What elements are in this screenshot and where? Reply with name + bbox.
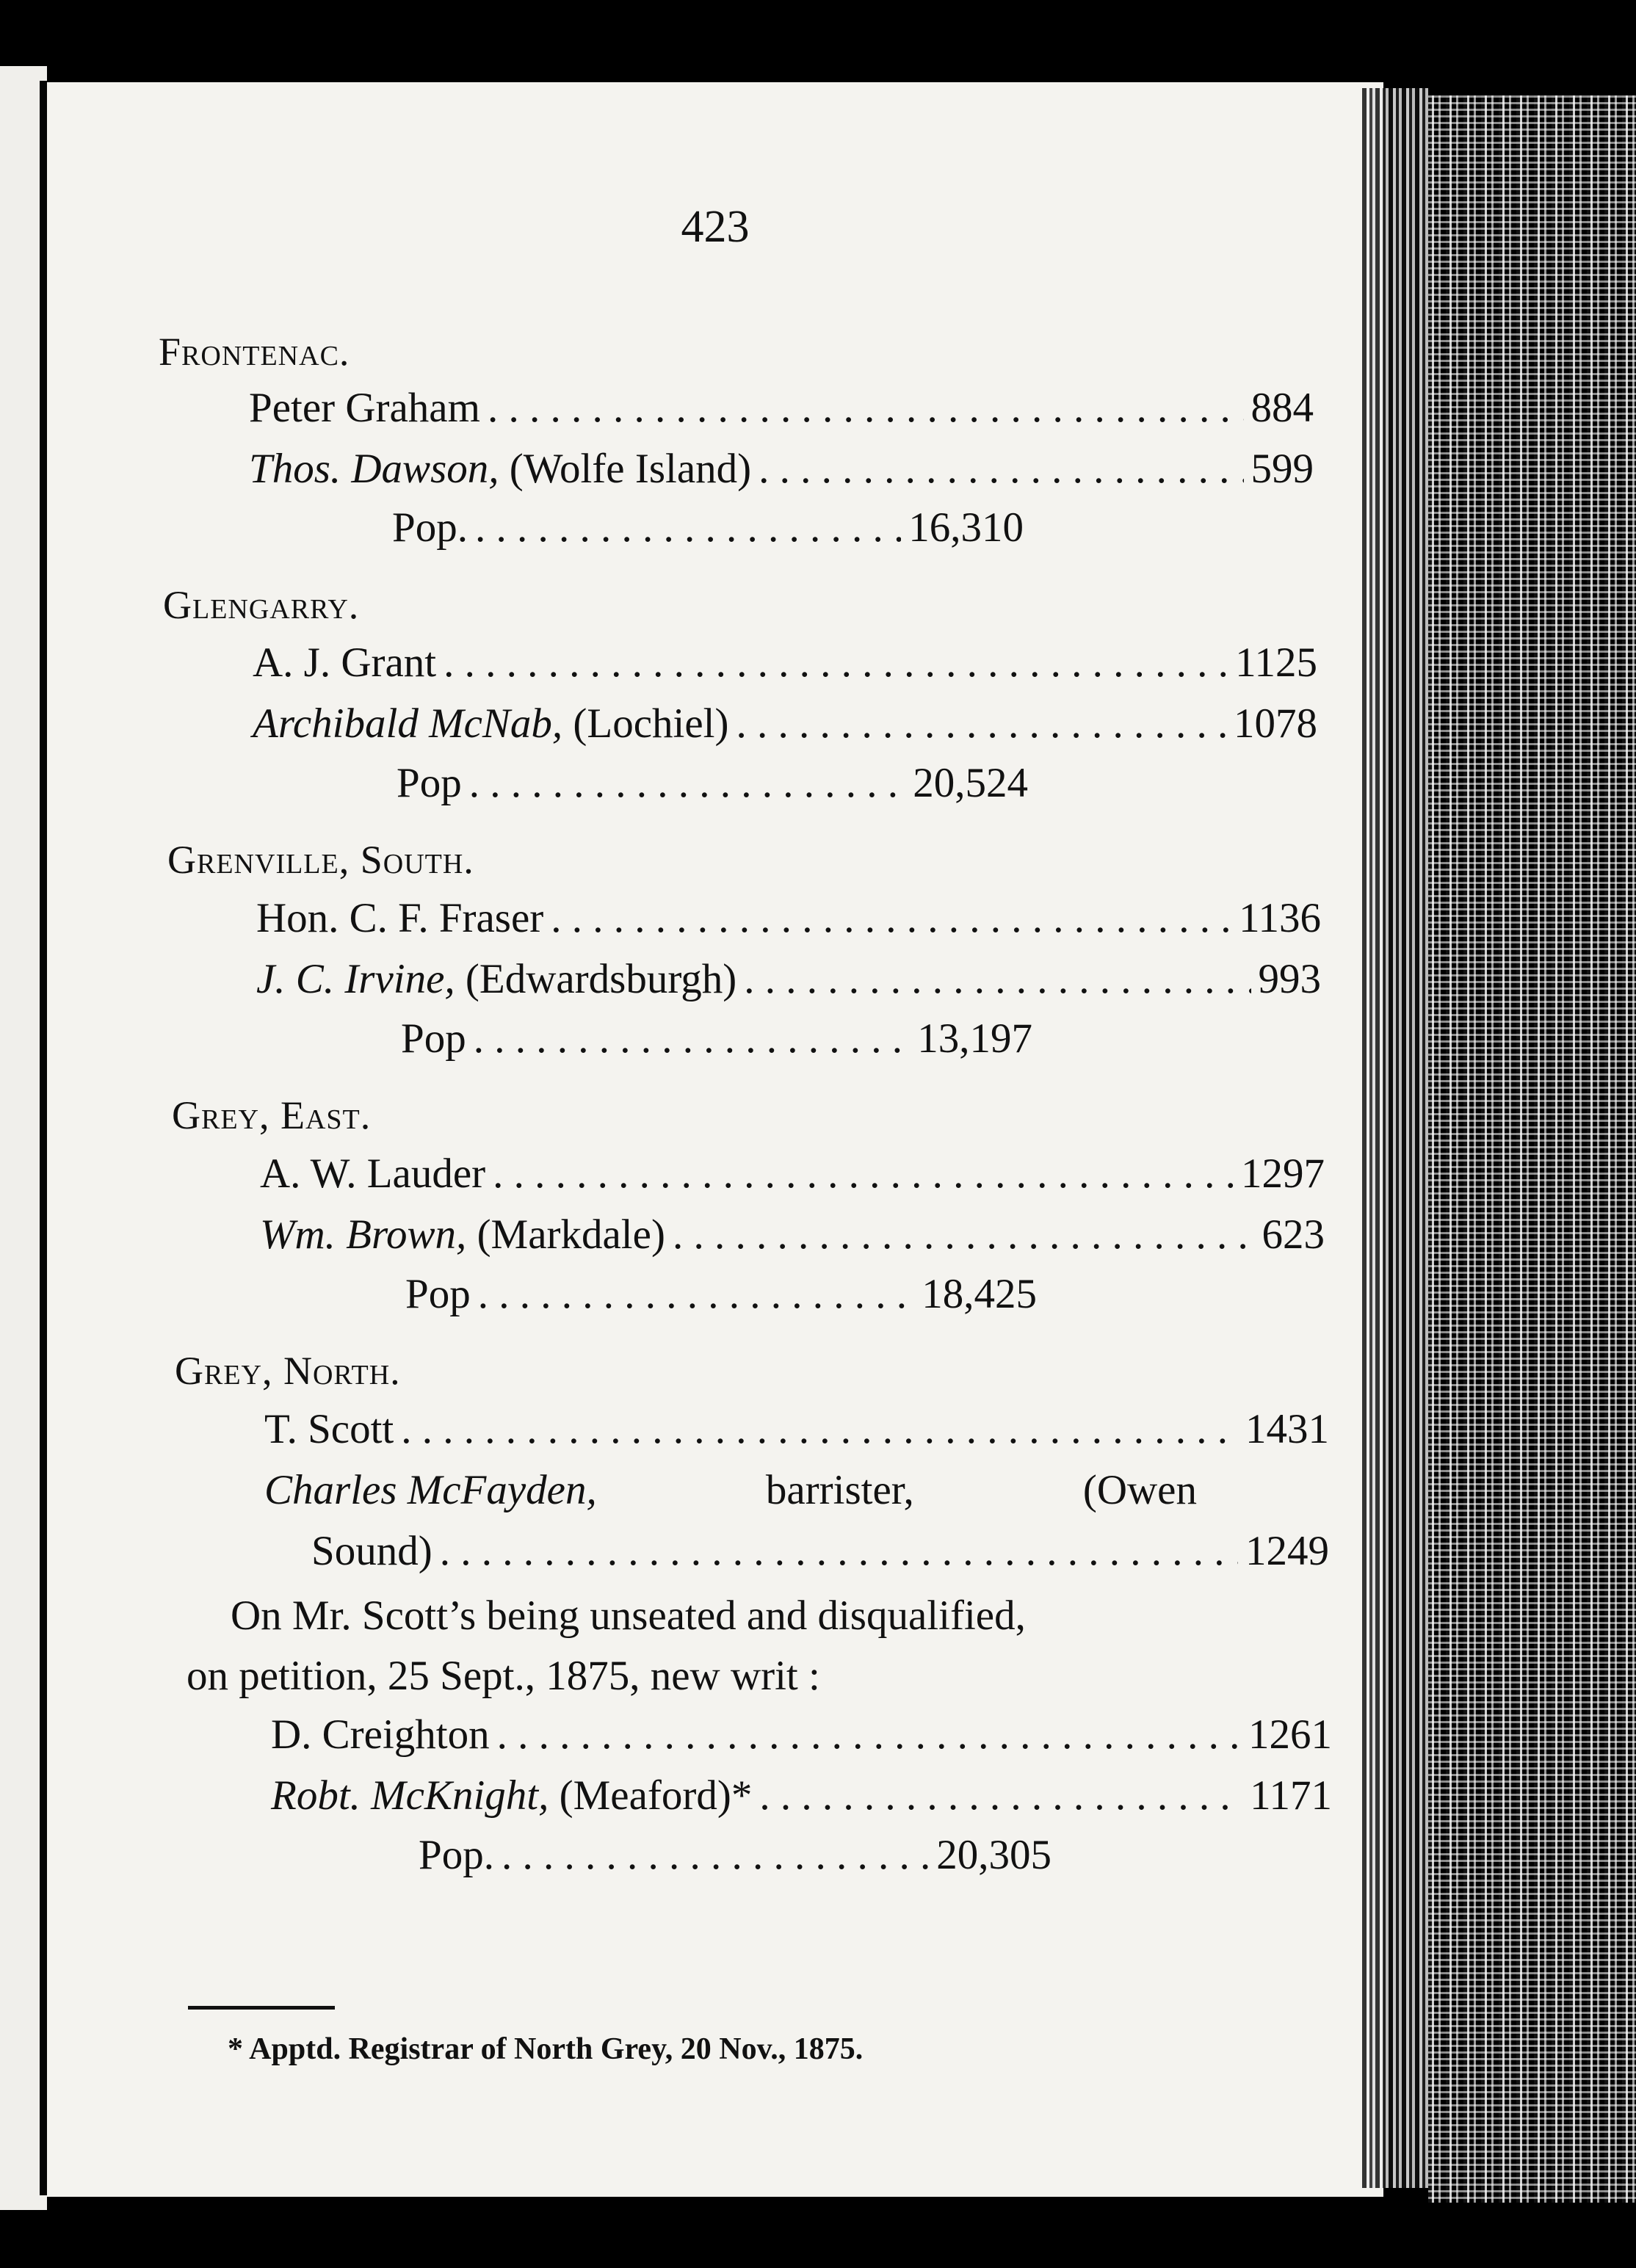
note-line-2: on petition, 25 Sept., 1875, new writ : <box>187 1653 820 1699</box>
pop-new-writ: Pop. . . . 20,305 <box>419 1834 1052 1876</box>
page-number: 423 <box>681 202 750 252</box>
book-edge <box>1428 95 1636 2203</box>
heading-frontenac: Frontenac. <box>159 330 350 374</box>
entry-wm-brown: Wm. Brown, (Markdale) . . . 623 <box>260 1214 1325 1256</box>
pop-frontenac: Pop. . . . 16,310 <box>392 507 1024 548</box>
entry-a-w-lauder: A. W. Lauder . . . 1297 <box>260 1153 1325 1195</box>
heading-glengarry: Glengarry. <box>163 583 360 627</box>
note-line-1: On Mr. Scott’s being unseated and disqualified, <box>231 1593 1026 1639</box>
page-edge-shadow <box>1362 88 1428 2188</box>
pop-grey-east: Pop . . . 18,425 <box>405 1273 1037 1315</box>
footnote: * Apptd. Registrar of North Grey, 20 Nov., 1875. <box>228 2032 864 2066</box>
book-page <box>47 82 1383 2197</box>
entry-charles-mcfayden-line2: Sound) . . . 1249 <box>311 1530 1329 1572</box>
pop-grenville-south: Pop . . . 13,197 <box>401 1018 1032 1059</box>
entry-archibald-mcnab: Archibald McNab, (Lochiel) . . . 1078 <box>253 703 1317 744</box>
entry-d-creighton: D. Creighton . . . 1261 <box>271 1714 1332 1756</box>
heading-grenville-south: Grenville, South. <box>167 838 474 882</box>
entry-j-c-irvine: J. C. Irvine, (Edwardsburgh) . . . 993 <box>256 958 1321 1000</box>
entry-t-scott: T. Scott . . . 1431 <box>264 1408 1329 1450</box>
pop-glengarry: Pop . . . 20,524 <box>397 762 1028 804</box>
heading-grey-east: Grey, East. <box>172 1093 372 1137</box>
entry-thos-dawson: Thos. Dawson, (Wolfe Island) . . . 599 <box>249 448 1314 490</box>
heading-grey-north: Grey, North. <box>175 1349 401 1393</box>
footnote-rule <box>188 2006 335 2010</box>
entry-robt-mcknight: Robt. McKnight, (Meaford)* . . . 1171 <box>271 1775 1332 1816</box>
entry-charles-mcfayden-line1: Charles McFayden, barrister, (Owen <box>264 1467 1197 1513</box>
entry-a-j-grant: A. J. Grant . . . 1125 <box>253 642 1317 684</box>
entry-c-f-fraser: Hon. C. F. Fraser . . . 1136 <box>256 897 1321 939</box>
entry-peter-graham: Peter Graham . . . 884 <box>249 387 1314 429</box>
